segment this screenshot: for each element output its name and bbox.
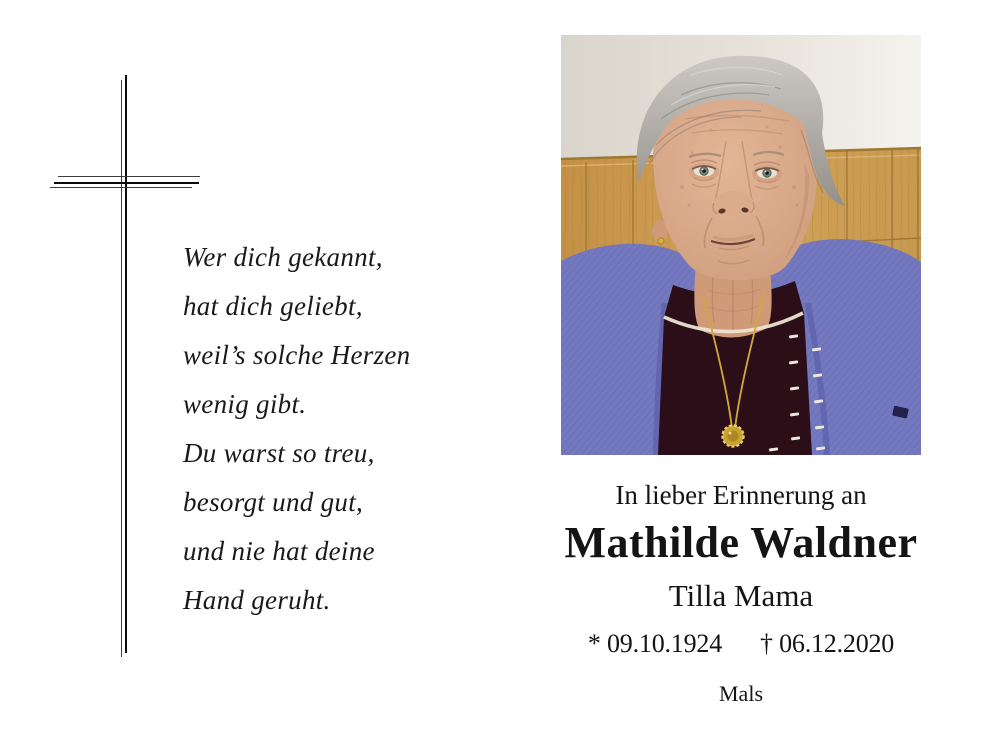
life-dates [551, 629, 931, 659]
poem-line: Du warst so treu, [183, 438, 375, 468]
poem-line: weil’s solche Herzen [183, 340, 411, 370]
cross-vertical-thin-line [121, 80, 122, 657]
memorial-line: In lieber Erinnerung an [615, 480, 867, 510]
cross-horizontal-thin-line [58, 176, 200, 177]
place-name: Mals [719, 681, 763, 706]
deceased-name: Mathilde Waldner [564, 518, 918, 567]
poem-line: hat dich geliebt, [183, 291, 363, 321]
cross-horizontal-thin-line-2 [50, 187, 192, 188]
poem-line: besorgt und gut, [183, 487, 364, 517]
nickname: Tilla Mama [668, 578, 814, 613]
birth-date: * 09.10.1924 [587, 629, 722, 658]
earring [658, 238, 664, 244]
poem-line: Wer dich gekannt, [183, 242, 383, 272]
cross-horizontal-thick-line [54, 182, 199, 184]
portrait-photo [561, 35, 921, 455]
portrait-photo-svg [561, 35, 921, 455]
poem-line: wenig gibt. [183, 389, 307, 419]
death-date: † 06.12.2020 [760, 629, 895, 658]
poem-line: und nie hat deine [183, 536, 375, 566]
poem-line: Hand geruht. [183, 585, 331, 615]
cross-vertical-thick-line [125, 75, 127, 653]
memorial-poem [183, 233, 410, 625]
gold-pendant [723, 426, 744, 447]
